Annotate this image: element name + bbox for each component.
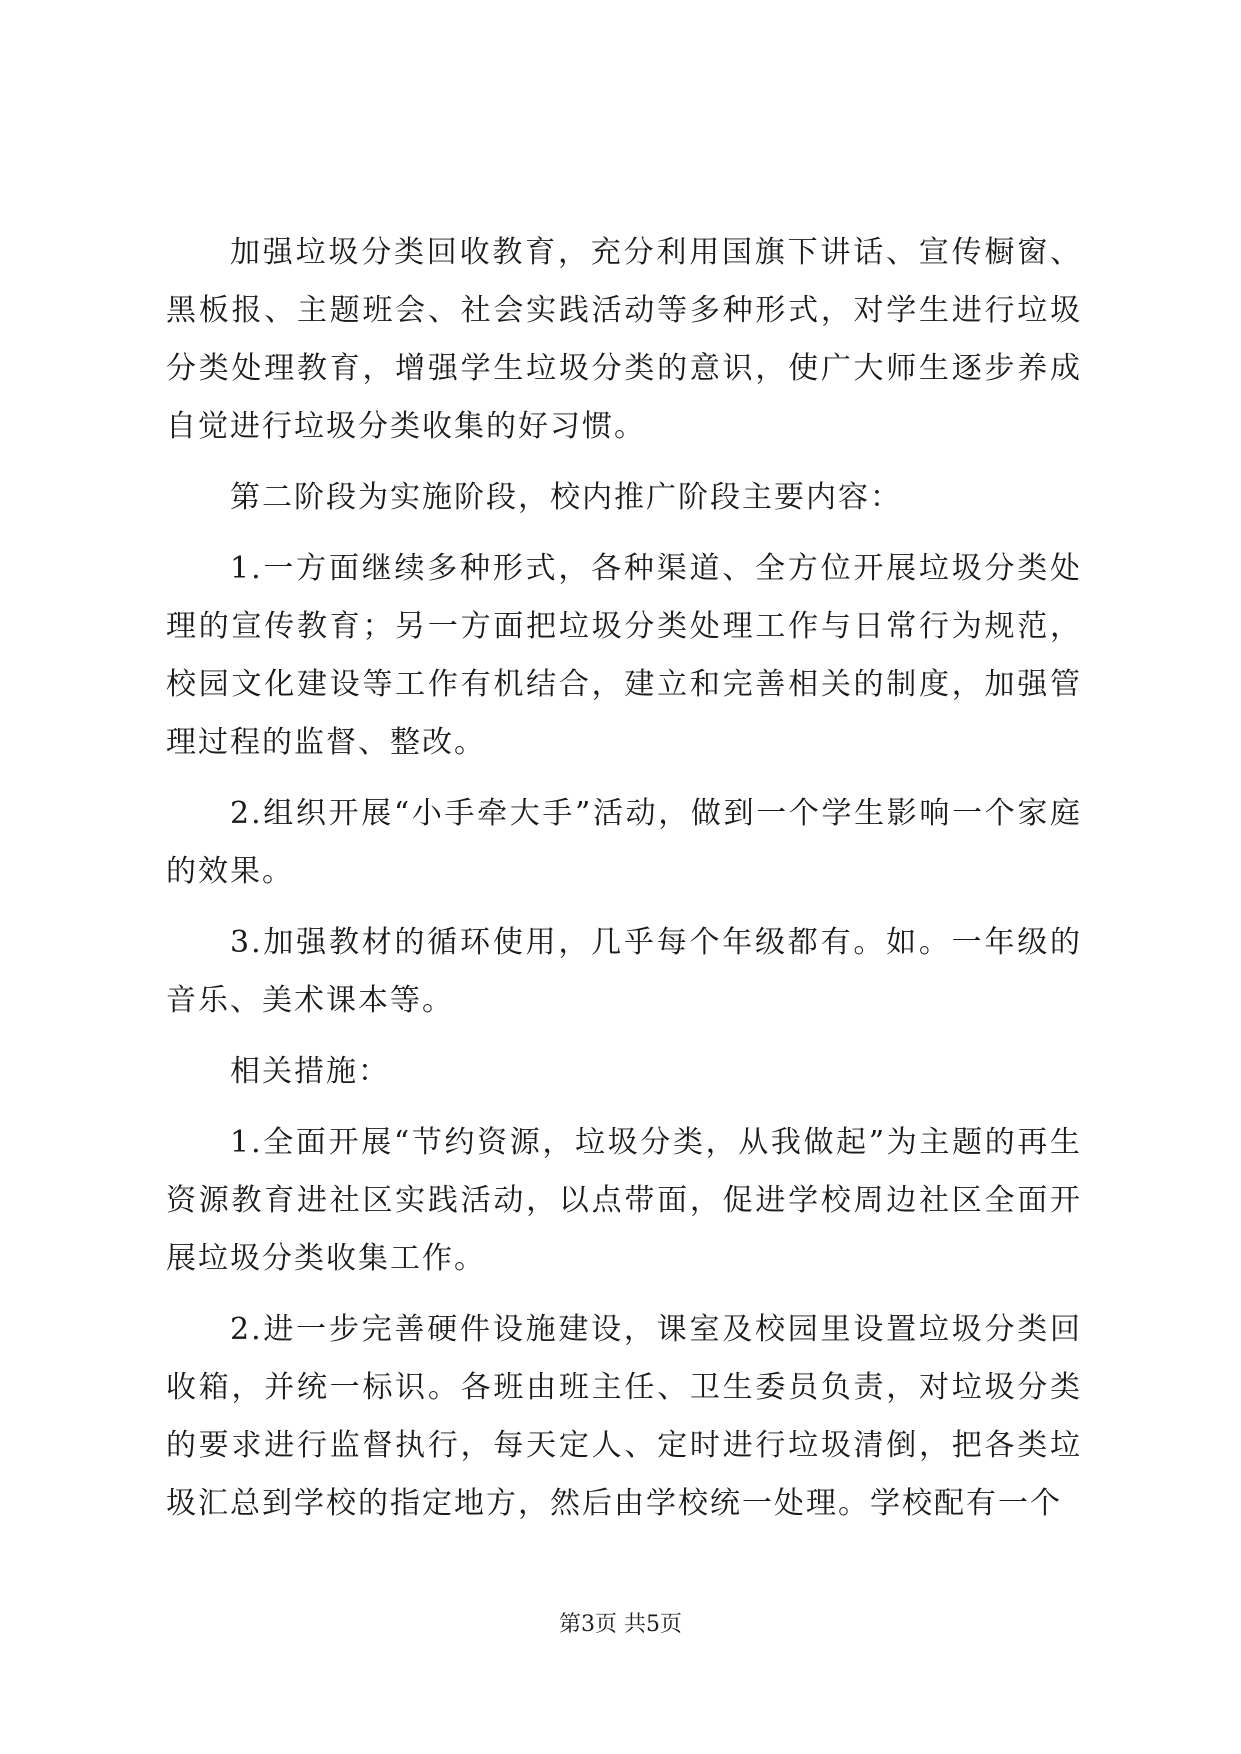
paragraph-item-2: 2.组织开展“小手牵大手”活动，做到一个学生影响一个家庭的效果。 bbox=[166, 796, 1082, 889]
page-number-footer: 第3页 共5页 bbox=[559, 1612, 682, 1637]
paragraph-item-1: 1.一方面继续多种形式，各种渠道、全方位开展垃圾分类处理的宣传教育；另一方面把垃圾分类处理工作与日常行为规范，校园文化建设等工作有机结合，建立和完善相关的制度，加强管理过程的监督、整改。 bbox=[166, 551, 1082, 760]
paragraph-measure-1: 1.全面开展“节约资源，垃圾分类，从我做起”为主题的再生资源教育进社区实践活动，以点带面，促进学校周边社区全面开展垃圾分类收集工作。 bbox=[166, 1125, 1082, 1276]
paragraph-item-3: 3.加强教材的循环使用，几乎每个年级都有。如。一年级的音乐、美术课本等。 bbox=[166, 925, 1082, 1018]
paragraph-measure-2: 2.进一步完善硬件设施建设，课室及校园里设置垃圾分类回收箱，并统一标识。各班由班主任、卫生委员负责，对垃圾分类的要求进行监督执行，每天定人、定时进行垃圾清倒，把各类垃圾汇总到学校的指定地方，然后由学校统一处理。学校配有一个 bbox=[166, 1312, 1082, 1521]
document-body bbox=[166, 224, 1082, 1546]
paragraph-measures-heading: 相关措施： bbox=[230, 1054, 390, 1089]
paragraph-education: 加强垃圾分类回收教育，充分利用国旗下讲话、宣传橱窗、黑板报、主题班会、社会实践活动等多种形式，对学生进行垃圾分类处理教育，增强学生垃圾分类的意识，使广大师生逐步养成自觉进行垃圾分类收集的好习惯。 bbox=[166, 235, 1082, 444]
paragraph-phase-two-heading: 第二阶段为实施阶段，校内推广阶段主要内容： bbox=[230, 480, 902, 515]
